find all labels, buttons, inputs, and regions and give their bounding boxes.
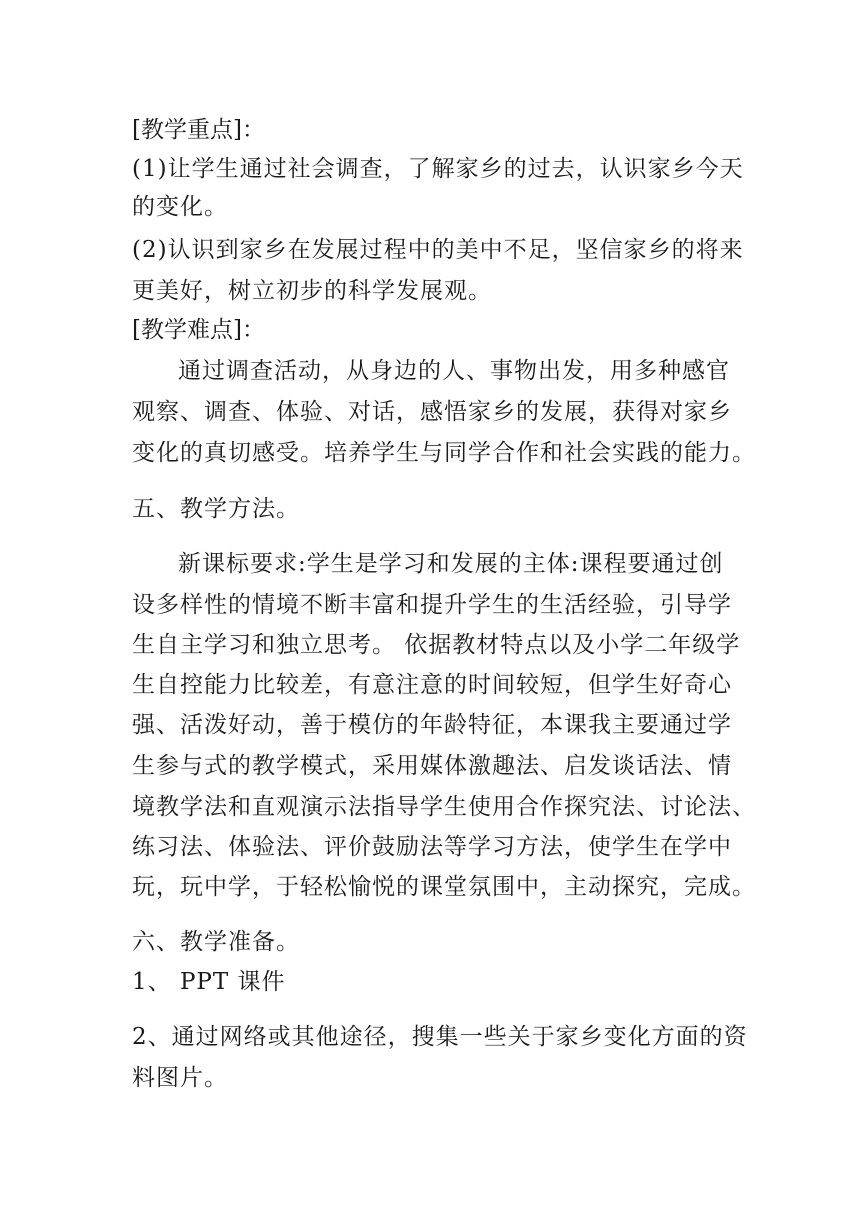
prep-item-1: 1、 PPT 课件 (132, 969, 286, 995)
methods-para-line: 新课标要求:学生是学习和发展的主体:课程要通过创 (178, 551, 724, 577)
prep-item-2-line-1: 2、通过网络或其他途径，搜集一些关于家乡变化方面的资 (132, 1024, 748, 1050)
difficulty-para-line: 变化的真切感受。培养学生与同学合作和社会实践的能力。 (132, 440, 756, 466)
methods-para-line: 玩，玩中学，于轻松愉悦的课堂氛围中，主动探究，完成。 (132, 874, 756, 900)
section-6-heading: 六、教学准备。 (132, 929, 300, 955)
difficulty-para-line: 通过调查活动，从身边的人、事物出发，用多种感官 (178, 358, 730, 384)
methods-para-line: 练习法、体验法、评价鼓励法等学习方法，使学生在学中 (132, 834, 732, 860)
focus-item-2-line-2: 更美好，树立初步的科学发展观。 (132, 278, 492, 304)
difficulty-heading: [教学难点]： (132, 317, 265, 343)
methods-para-line: 境教学法和直观演示法指导学生使用合作探究法、讨论法、 (132, 794, 756, 820)
methods-para-line: 生自主学习和独立思考。 依据教材特点以及小学二年级学 (132, 632, 741, 658)
focus-item-1-line-1: (1)让学生通过社会调查，了解家乡的过去，认识家乡今天 (132, 156, 744, 182)
methods-para-line: 强、活泼好动，善于模仿的年龄特征，本课我主要通过学 (132, 712, 732, 738)
section-5-heading: 五、教学方法。 (132, 496, 300, 522)
focus-item-1-line-2: 的变化。 (132, 194, 228, 220)
difficulty-para-line: 观察、调查、体验、对话，感悟家乡的发展，获得对家乡 (132, 399, 732, 425)
focus-heading: [教学重点]： (132, 117, 265, 143)
methods-para-line: 设多样性的情境不断丰富和提升学生的生活经验，引导学 (132, 592, 732, 618)
prep-item-2-line-2: 料图片。 (132, 1065, 228, 1091)
methods-para-line: 生参与式的教学模式，采用媒体激趣法、启发谈话法、情 (132, 753, 732, 779)
methods-para-line: 生自控能力比较差，有意注意的时间较短，但学生好奇心 (132, 672, 732, 698)
focus-item-2-line-1: (2)认识到家乡在发展过程中的美中不足，坚信家乡的将来 (132, 237, 744, 263)
